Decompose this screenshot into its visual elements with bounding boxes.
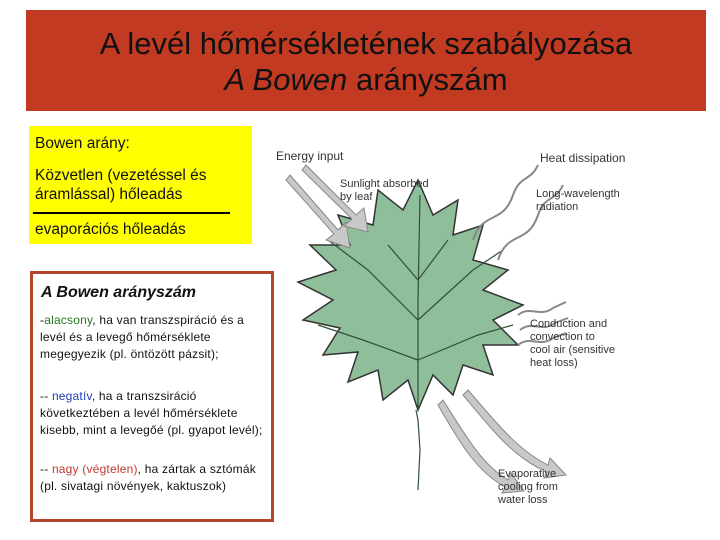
label-line: heat loss): [530, 357, 578, 369]
leaf-blade: [298, 180, 523, 410]
bowen-denominator: evaporációs hőleadás: [35, 221, 186, 238]
label-heat-dissipation: Heat dissipation: [540, 151, 626, 165]
bowen-numerator: Közvetlen (vezetéssel és áramlással) hőleadás: [35, 167, 207, 203]
label-longwave: [536, 188, 620, 214]
keyword-negative: negatív: [51, 389, 92, 403]
item-prefix: --: [40, 389, 52, 403]
label-energy-input: Energy input: [276, 149, 344, 163]
label-line: Long-wavelength: [536, 188, 620, 200]
fraction-line: [33, 212, 230, 214]
label-line: by leaf: [340, 191, 373, 203]
title-rest: arányszám: [355, 62, 508, 97]
label-line: cooling from: [498, 481, 558, 493]
title-italic: A Bowen: [224, 62, 348, 97]
item-text: , ha a transzsiráció következtében a levél hőmérséklete kisebb, mint a levegőé (pl. gyapot levél);: [40, 389, 263, 437]
item-prefix: --: [40, 462, 52, 476]
item-high: [40, 461, 266, 495]
title-line-1: A levél hőmérsékletének szabályozása: [99, 26, 633, 61]
keyword-low: alacsony: [44, 313, 93, 327]
label-line: Sunlight absorbed: [340, 178, 429, 190]
label-conduction: [530, 318, 615, 370]
item-low: [40, 312, 266, 363]
title-banner: [26, 10, 706, 111]
label-evaporative: [498, 468, 558, 507]
item-negative: [40, 388, 266, 439]
leaf-illustration: [268, 120, 718, 520]
title-line-2: [26, 62, 706, 98]
label-line: Evaporative: [498, 468, 557, 480]
keyword-high: nagy (végtelen): [51, 462, 138, 476]
leaf-energy-figure: [268, 120, 718, 520]
explanation-title: A Bowen arányszám: [41, 284, 197, 301]
label-line: water loss: [498, 494, 548, 506]
label-line: radiation: [536, 201, 579, 213]
label-line: convection to: [530, 331, 595, 343]
bowen-ratio-box: [29, 126, 252, 244]
label-sunlight: [340, 178, 429, 204]
label-line: cool air (sensitive: [530, 344, 615, 356]
item-prefix: -: [40, 313, 45, 327]
item-text: , ha zártak a sztómák (pl. sivatagi növények, kaktuszok): [40, 462, 256, 493]
explanation-box: [30, 271, 274, 522]
label-line: Conduction and: [530, 318, 608, 330]
bowen-heading: Bowen arány:: [35, 135, 130, 152]
item-text: , ha van transzspiráció és a levél és a levegő hőmérséklete megegyezik (pl. öntözött pázsit);: [40, 313, 244, 361]
